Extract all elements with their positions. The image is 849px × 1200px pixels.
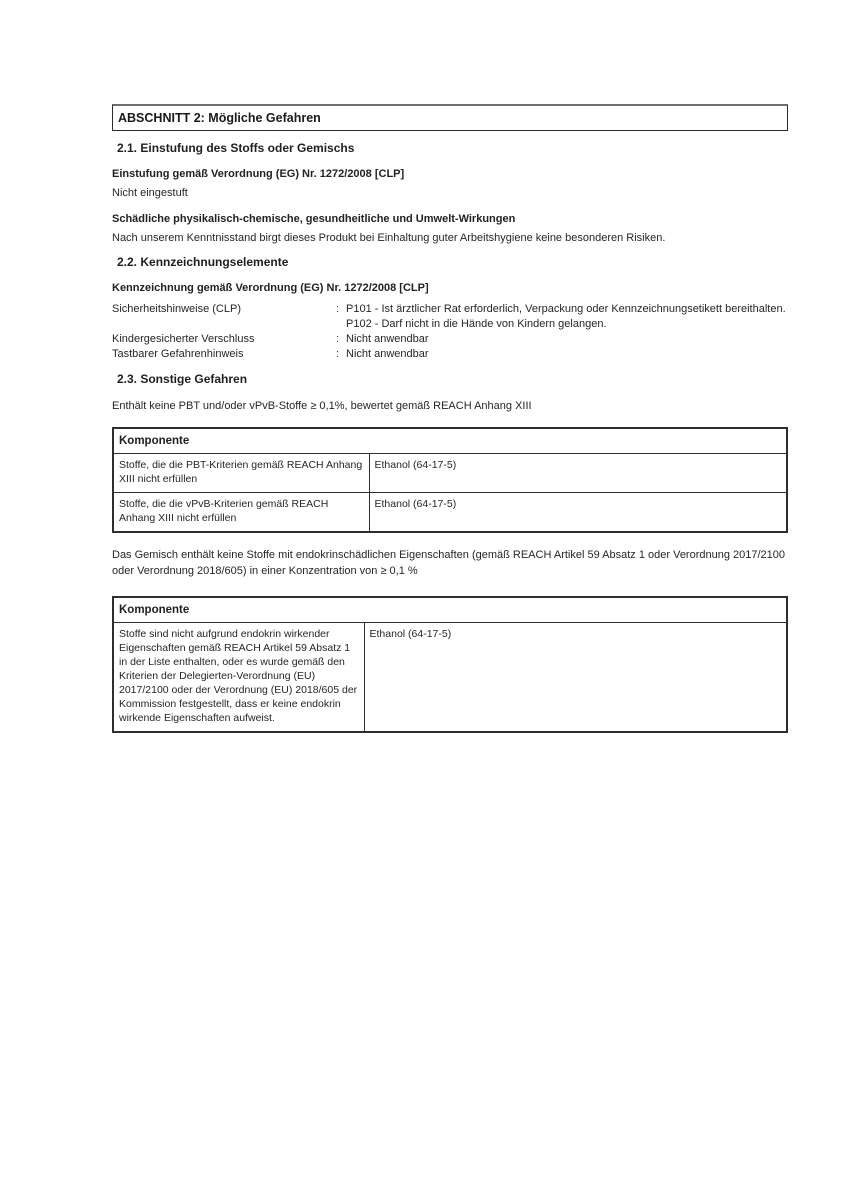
table-header-komponente: Komponente [113, 428, 787, 454]
table-header-row [113, 428, 787, 454]
kv-separator: : [336, 333, 340, 345]
kv-label: Sicherheitshinweise (CLP) [112, 303, 241, 315]
kv-separator: : [336, 303, 340, 315]
section-2-header-title: ABSCHNITT 2: Mögliche Gefahren [118, 111, 321, 125]
sds-section-2-page [112, 104, 788, 733]
kv-value [346, 347, 788, 362]
table-row [113, 623, 787, 733]
table-row [113, 493, 787, 533]
section-2-3-title: 2.3. Sonstige Gefahren [117, 372, 248, 386]
component-cell: Ethanol (64-17-5) [369, 493, 787, 533]
criteria-cell: Stoffe, die die PBT-Kriterien gemäß REACH Anhang XIII nicht erfüllen [113, 454, 369, 493]
kv-value-line: Nicht anwendbar [346, 333, 429, 345]
pbt-component-table [112, 427, 788, 533]
kv-value-line: P101 - Ist ärztlicher Rat erforderlich, Verpackung oder Kennzeichnungsetikett bereithalten. [346, 303, 786, 315]
table-header-row [113, 597, 787, 623]
kv-row-safety-statements [112, 302, 788, 332]
endocrine-statement: Das Gemisch enthält keine Stoffe mit endokrinschädlichen Eigenschaften (gemäß REACH Artikel 59 Absatz 1 oder Verordnung 2017/2100 oder Verordnung 2018/605) in einer Konzentration von ≥ 0,1 % [112, 549, 786, 577]
criteria-cell: Stoffe sind nicht aufgrund endokrin wirkender Eigenschaften gemäß REACH Artikel 59 Absatz 1 in der Liste enthalten, oder es wurde gemäß den Kriterien der Delegierten-Verordnung (EU) 2017/2100 oder der Verordnung (EU) 2018/605 der Kommission festgestellt, dass er keine endokrin wirkende Eigenschaften aufweist. [113, 623, 364, 733]
pbt-statement: Enthält keine PBT und/oder vPvB-Stoffe ≥ 0,1%, bewertet gemäß REACH Anhang XIII [112, 400, 532, 412]
endocrine-component-table [112, 596, 788, 733]
criteria-cell: Stoffe, die die vPvB-Kriterien gemäß REACH Anhang XIII nicht erfüllen [113, 493, 369, 533]
kv-separator: : [336, 348, 340, 360]
component-cell: Ethanol (64-17-5) [369, 454, 787, 493]
labelling-heading: Kennzeichnung gemäß Verordnung (EG) Nr. 1272/2008 [CLP] [112, 282, 429, 294]
table-header-komponente: Komponente [113, 597, 787, 623]
kv-value [346, 302, 788, 332]
section-2-1-title: 2.1. Einstufung des Stoffs oder Gemischs [117, 141, 355, 155]
adverse-effects-text: Nach unserem Kenntnisstand birgt dieses Produkt bei Einhaltung guter Arbeitshygiene keine besonderen Risiken. [112, 232, 666, 244]
section-2-2-title: 2.2. Kennzeichnungselemente [117, 255, 289, 269]
classification-heading: Einstufung gemäß Verordnung (EG) Nr. 1272/2008 [CLP] [112, 168, 405, 180]
section-2-header-box [112, 104, 788, 131]
kv-label: Tastbarer Gefahrenhinweis [112, 348, 244, 360]
kv-value-line: Nicht anwendbar [346, 348, 429, 360]
kv-row-tactile-warning [112, 347, 788, 362]
kv-value-line: P102 - Darf nicht in die Hände von Kindern gelangen. [346, 318, 607, 330]
classification-value: Nicht eingestuft [112, 187, 188, 199]
kv-label: Kindergesicherter Verschluss [112, 333, 255, 345]
adverse-effects-heading: Schädliche physikalisch-chemische, gesundheitliche und Umwelt-Wirkungen [112, 213, 516, 225]
kv-row-childproof-closure [112, 332, 788, 347]
table-row [113, 454, 787, 493]
labelling-key-value-list [112, 302, 788, 362]
component-cell: Ethanol (64-17-5) [364, 623, 787, 733]
kv-value [346, 332, 788, 347]
